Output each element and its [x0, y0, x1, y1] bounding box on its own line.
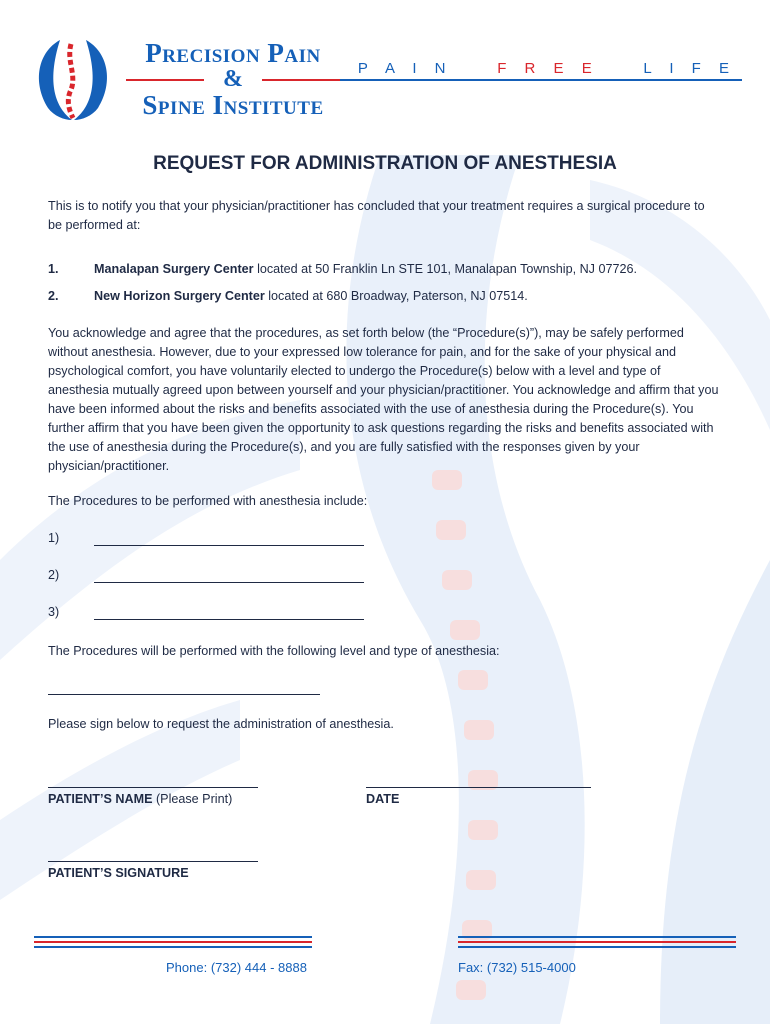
brand-line-2: Spine Institute	[142, 90, 324, 120]
footer-rule-blue-left	[34, 936, 312, 938]
patient-name-line[interactable]	[48, 787, 258, 788]
footer-rule-blue-right	[458, 936, 736, 938]
procedures-intro: The Procedures to be performed with anesthesia include:	[48, 494, 368, 508]
procedure-row-2	[48, 568, 59, 582]
anesthesia-level-blank[interactable]	[48, 694, 320, 695]
procedure-number: 2)	[48, 568, 60, 582]
procedure-row-3	[48, 605, 59, 619]
date-label	[366, 792, 399, 806]
header-divider	[340, 79, 742, 81]
date-line[interactable]	[366, 787, 591, 788]
location-number: 2.	[48, 289, 59, 303]
signature-label-bold: PATIENT’S SIGNATURE	[48, 866, 189, 880]
anesthesia-level-text: The Procedures will be performed with the following level and type of anesthesia:	[48, 644, 500, 658]
patient-name-label-bold: PATIENT’S NAME	[48, 792, 153, 806]
date-label-bold: DATE	[366, 792, 400, 806]
intro-paragraph: This is to notify you that your physician/practitioner has concluded that your treatment requires a surgical procedure to be performed at:	[48, 199, 705, 232]
location-item-2	[48, 289, 528, 303]
brand-ampersand: &	[118, 68, 348, 90]
signature-label	[48, 866, 189, 880]
document-title: REQUEST FOR ADMINISTRATION OF ANESTHESIA	[153, 153, 617, 174]
procedure-number: 1)	[48, 531, 60, 545]
procedure-number: 3)	[48, 605, 60, 619]
location-address: located at 50 Franklin Ln STE 101, Manalapan Township, NJ 07726.	[253, 262, 637, 276]
procedure-blank-1[interactable]	[94, 545, 364, 546]
tagline-free: F R E E	[497, 60, 599, 77]
footer-fax: Fax: (732) 515-4000	[458, 960, 576, 975]
procedure-blank-3[interactable]	[94, 619, 364, 620]
tagline-life: L I F E	[643, 60, 736, 77]
spine-logo-icon	[30, 36, 116, 122]
brand-name	[118, 38, 348, 120]
location-number: 1.	[48, 262, 59, 276]
location-item-1	[48, 262, 637, 276]
footer-rule-blue-right-2	[458, 946, 736, 948]
patient-name-note: (Please Print)	[152, 792, 233, 806]
sign-instruction: Please sign below to request the administration of anesthesia.	[48, 717, 394, 731]
acknowledgement-paragraph: You acknowledge and agree that the procedures, as set forth below (the “Procedure(s)”), may be safely performed without anesthesia. However, due to your expressed low tolerance for pain, and for the sake of your physical and psychological comfort, you have voluntarily elected to undergo the Procedure(s) below with a level and type of anesthesia mutually agreed upon between yourself and your physician/practitioner. You acknowledge and affirm that you have been informed about the risks and benefits associated with the use of anesthesia during the Procedure(s). You further affirm that you have been given the opportunity to ask questions regarding the risks and benefits associated with the use of anesthesia during the Procedure(s), and you are fully satisfied with the responses given by your physician/practitioner.	[48, 326, 719, 473]
tagline	[358, 60, 736, 77]
patient-name-label	[48, 792, 232, 806]
location-address: located at 680 Broadway, Paterson, NJ 07514.	[264, 289, 528, 303]
footer-rule-red-left	[34, 941, 312, 943]
tagline-pain: P A I N	[357, 60, 453, 77]
procedure-blank-2[interactable]	[94, 582, 364, 583]
signature-line[interactable]	[48, 861, 258, 862]
footer-phone: Phone: (732) 444 - 8888	[166, 960, 307, 975]
procedure-row-1	[48, 531, 59, 545]
brand-line-1: Precision Pain	[145, 38, 321, 68]
location-name: New Horizon Surgery Center	[94, 289, 265, 303]
footer-rule-red-right	[458, 941, 736, 943]
footer-rule-blue-left-2	[34, 946, 312, 948]
location-name: Manalapan Surgery Center	[94, 262, 254, 276]
